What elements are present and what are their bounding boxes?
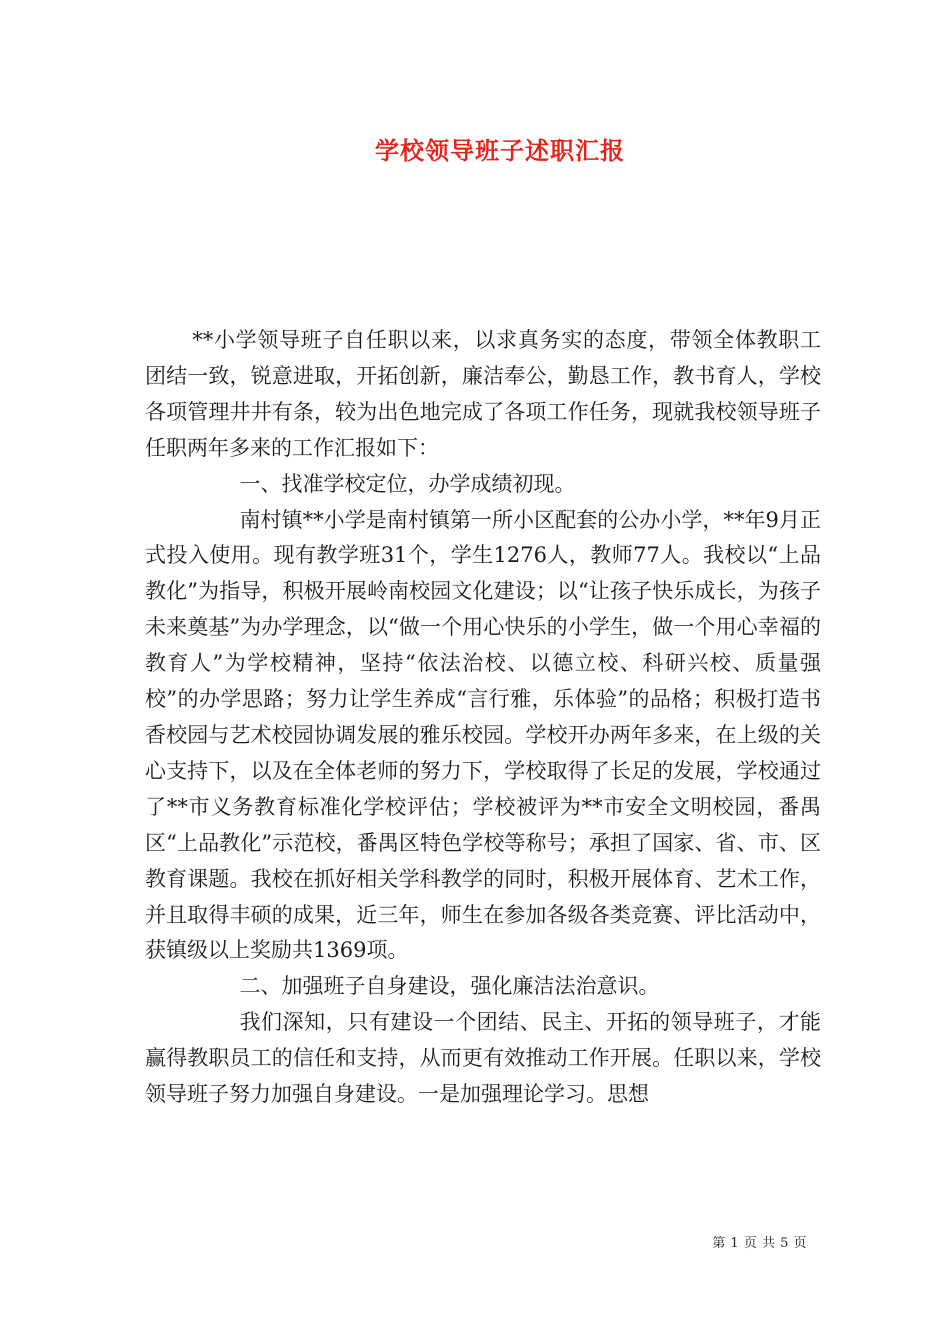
page-number: 第 1 页 共 5 页 xyxy=(712,1236,807,1251)
section-1-paragraph: 南村镇**小学是南村镇第一所小区配套的公办小学，**年9月正式投入使用。现有教学班31个，学生1276人，教师77人。我校以“上品教化”为指导，积极开展岭南校园文化建设；以“让孩子快乐成长，为孩子未来奠基”为办学理念，以“做一个用心快乐的小学生，做一个用心幸福的教育人”为学校精神，坚持“依法治校、以德立校、科研兴校、质量强校”的办学思路；努力让学生养成“言行雅，乐体验”的品格；积极打造书香校园与艺术校园协调发展的雅乐校园。学校开办两年多来，在上级的关心支持下，以及在全体老师的努力下，学校取得了长足的发展，学校通过了**市义务教育标准化学校评估；学校被评为**市安全文明校园，番禺区“上品教化”示范校，番禺区特色学校等称号；承担了国家、省、市、区教育课题。我校在抓好相关学科教学的同时，积极开展体育、艺术工作，并且取得丰硕的成果，近三年，师生在参加各级各类竞赛、评比活动中，获镇级以上奖励共1369项。 xyxy=(145,507,821,963)
section-heading-1: 一、找准学校定位，办学成绩初现。 xyxy=(239,471,576,496)
section-heading-2: 二、加强班子自身建设，强化廉洁法治意识。 xyxy=(239,974,660,999)
document-body xyxy=(145,323,821,1113)
intro-paragraph: **小学领导班子自任职以来，以求真务实的态度，带领全体教职工团结一致，锐意进取，开拓创新，廉洁奉公，勤恳工作，教书育人，学校各项管理井井有条，较为出色地完成了各项工作任务，现就我校领导班子任职两年多来的工作汇报如下： xyxy=(145,328,821,460)
document-title: 学校领导班子述职汇报 xyxy=(375,136,625,165)
section-2-paragraph: 我们深知，只有建设一个团结、民主、开拓的领导班子，才能赢得教职员工的信任和支持，从而更有效推动工作开展。任职以来，学校领导班子努力加强自身建设。一是加强理论学习。思想 xyxy=(145,1010,821,1107)
